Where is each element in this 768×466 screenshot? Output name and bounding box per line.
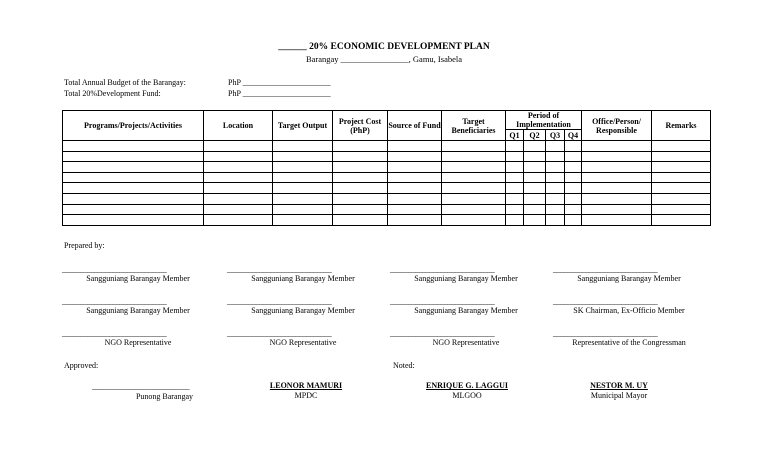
development-plan-table [62,110,711,226]
table-row [63,204,711,215]
table-cell[interactable] [63,141,204,152]
noted-mlgoo-name: ENRIQUE G. LAGGUI [425,381,508,390]
table-cell[interactable] [582,215,652,226]
table-cell[interactable] [204,193,273,204]
table-cell[interactable] [524,141,546,152]
table-cell[interactable] [565,193,582,204]
signature-caption: SK Chairman, Ex-Officio Member [573,306,685,315]
signature-line: _____________________________ [390,329,495,338]
table-cell[interactable] [388,162,442,173]
table-cell[interactable] [333,183,388,194]
punong-barangay-signature-line: ___________________________ [92,382,190,391]
table-cell[interactable] [63,183,204,194]
signature-caption: Representative of the Congressman [572,338,686,347]
table-cell[interactable] [652,172,711,183]
signature-line: _____________________________ [227,329,332,338]
table-cell[interactable] [524,193,546,204]
approved-label: Approved: [64,361,99,370]
table-cell[interactable] [204,162,273,173]
table-cell[interactable] [204,151,273,162]
header-target-beneficiaries: Target Beneficiaries [442,111,506,141]
table-cell[interactable] [333,204,388,215]
table-cell[interactable] [582,172,652,183]
signature-caption: Sangguniang Barangay Member [414,274,518,283]
table-cell[interactable] [524,183,546,194]
table-cell[interactable] [333,215,388,226]
table-cell[interactable] [582,141,652,152]
table-cell[interactable] [546,193,565,204]
table-cell[interactable] [546,151,565,162]
table-cell[interactable] [506,183,524,194]
table-cell[interactable] [506,193,524,204]
table-row [63,193,711,204]
table-cell[interactable] [388,183,442,194]
signature-caption: NGO Representative [269,338,337,347]
header-location: Location [204,111,273,141]
table-row [63,151,711,162]
noted-mayor-title: Municipal Mayor [590,391,648,400]
table-cell[interactable] [442,215,506,226]
table-cell[interactable] [506,204,524,215]
table-cell[interactable] [273,193,333,204]
document-title: ______ 20% ECONOMIC DEVELOPMENT PLAN [278,42,490,52]
table-cell[interactable] [273,151,333,162]
table-cell[interactable] [273,204,333,215]
signature-line: _____________________________ [553,329,658,338]
prepared-by-label: Prepared by: [64,241,105,250]
header-q3: Q3 [546,130,565,141]
table-cell[interactable] [204,172,273,183]
table-cell[interactable] [582,151,652,162]
table-cell[interactable] [273,215,333,226]
table-cell[interactable] [63,151,204,162]
table-body [63,141,711,226]
table-cell[interactable] [333,172,388,183]
table-cell[interactable] [546,172,565,183]
table-cell[interactable] [546,183,565,194]
table-cell[interactable] [388,193,442,204]
noted-mpdc-name: LEONOR MAMURI [269,381,343,390]
noted-mpdc-title: MPDC [294,391,318,400]
signature-caption: NGO Representative [104,338,172,347]
table-cell[interactable] [652,141,711,152]
header-project-cost: Project Cost (PhP) [333,111,388,141]
table-cell[interactable] [388,204,442,215]
table-cell[interactable] [565,162,582,173]
document-subtitle: Barangay ________________, Gamu, Isabela [305,54,463,64]
noted-mlgoo-title: MLGOO [452,391,482,400]
table-cell[interactable] [63,204,204,215]
table-cell[interactable] [652,151,711,162]
header-q1: Q1 [506,130,524,141]
table-cell[interactable] [204,204,273,215]
table-cell[interactable] [652,183,711,194]
table-cell[interactable] [506,162,524,173]
table-row [63,215,711,226]
signature-caption: Sangguniang Barangay Member [414,306,518,315]
table-cell[interactable] [442,172,506,183]
table-cell[interactable] [204,183,273,194]
signature-caption: Sangguniang Barangay Member [251,274,355,283]
table-cell[interactable] [388,151,442,162]
table-cell[interactable] [546,141,565,152]
table-cell[interactable] [204,141,273,152]
table-cell[interactable] [273,183,333,194]
signature-line: _____________________________ [553,265,658,274]
signature-line: _____________________________ [227,297,332,306]
table-cell[interactable] [442,141,506,152]
header-programs: Programs/Projects/Activities [63,111,204,141]
table-cell[interactable] [565,215,582,226]
table-cell[interactable] [506,151,524,162]
table-cell[interactable] [582,204,652,215]
signature-line: _____________________________ [390,265,495,274]
table-cell[interactable] [582,162,652,173]
table-cell[interactable] [546,204,565,215]
signature-line: _____________________________ [62,329,167,338]
table-cell[interactable] [565,172,582,183]
table-cell[interactable] [273,141,333,152]
table-cell[interactable] [388,172,442,183]
header-period: Period of Implementation [506,111,582,130]
table-cell[interactable] [63,215,204,226]
signature-line: _____________________________ [553,297,658,306]
noted-label: Noted: [393,361,415,370]
table-cell[interactable] [333,193,388,204]
header-office-responsible: Office/Person/ Responsible [582,111,652,141]
table-cell[interactable] [273,172,333,183]
signature-line: _____________________________ [227,265,332,274]
table-cell[interactable] [652,215,711,226]
signature-caption: Sangguniang Barangay Member [86,306,190,315]
header-target-output: Target Output [273,111,333,141]
table-cell[interactable] [63,162,204,173]
total-budget-label: Total Annual Budget of the Barangay: [64,78,186,87]
table-cell[interactable] [442,183,506,194]
table-row [63,141,711,152]
signature-line: _____________________________ [62,265,167,274]
table-cell[interactable] [652,204,711,215]
noted-mayor-name: NESTOR M. UY [590,381,648,390]
table-cell[interactable] [524,215,546,226]
table-cell[interactable] [442,204,506,215]
header-q2: Q2 [524,130,546,141]
header-source-of-fund: Source of Fund [388,111,442,141]
signature-caption: Sangguniang Barangay Member [577,274,681,283]
table-cell[interactable] [506,215,524,226]
table-cell[interactable] [524,172,546,183]
table-cell[interactable] [273,162,333,173]
table-cell[interactable] [546,215,565,226]
total-budget-value: PhP ______________________ [228,78,331,87]
table-cell[interactable] [524,162,546,173]
table-cell[interactable] [506,141,524,152]
table-cell[interactable] [506,172,524,183]
development-fund-value: PhP ______________________ [228,89,331,98]
signature-line: _____________________________ [390,297,495,306]
table-cell[interactable] [442,193,506,204]
table-row [63,183,711,194]
table-cell[interactable] [442,162,506,173]
signature-caption: Sangguniang Barangay Member [251,306,355,315]
table-cell[interactable] [524,151,546,162]
table-cell[interactable] [204,215,273,226]
table-cell[interactable] [333,151,388,162]
table-cell[interactable] [565,151,582,162]
table-cell[interactable] [582,193,652,204]
signature-line: _____________________________ [62,297,167,306]
table-cell[interactable] [63,172,204,183]
table-cell[interactable] [565,141,582,152]
table-cell[interactable] [442,151,506,162]
table-row [63,172,711,183]
development-fund-label: Total 20%Development Fund: [64,89,161,98]
table-cell[interactable] [582,183,652,194]
table-cell[interactable] [524,204,546,215]
punong-barangay-caption: Punong Barangay [135,392,194,401]
table-cell[interactable] [333,141,388,152]
table-row [63,162,711,173]
table-cell[interactable] [388,141,442,152]
header-q4: Q4 [565,130,582,141]
table-cell[interactable] [652,193,711,204]
table-cell[interactable] [388,215,442,226]
table-cell[interactable] [546,162,565,173]
table-cell[interactable] [333,162,388,173]
table-cell[interactable] [652,162,711,173]
header-remarks: Remarks [652,111,711,141]
signature-caption: Sangguniang Barangay Member [86,274,190,283]
table-cell[interactable] [63,193,204,204]
signature-caption: NGO Representative [432,338,500,347]
table-cell[interactable] [565,204,582,215]
table-cell[interactable] [565,183,582,194]
